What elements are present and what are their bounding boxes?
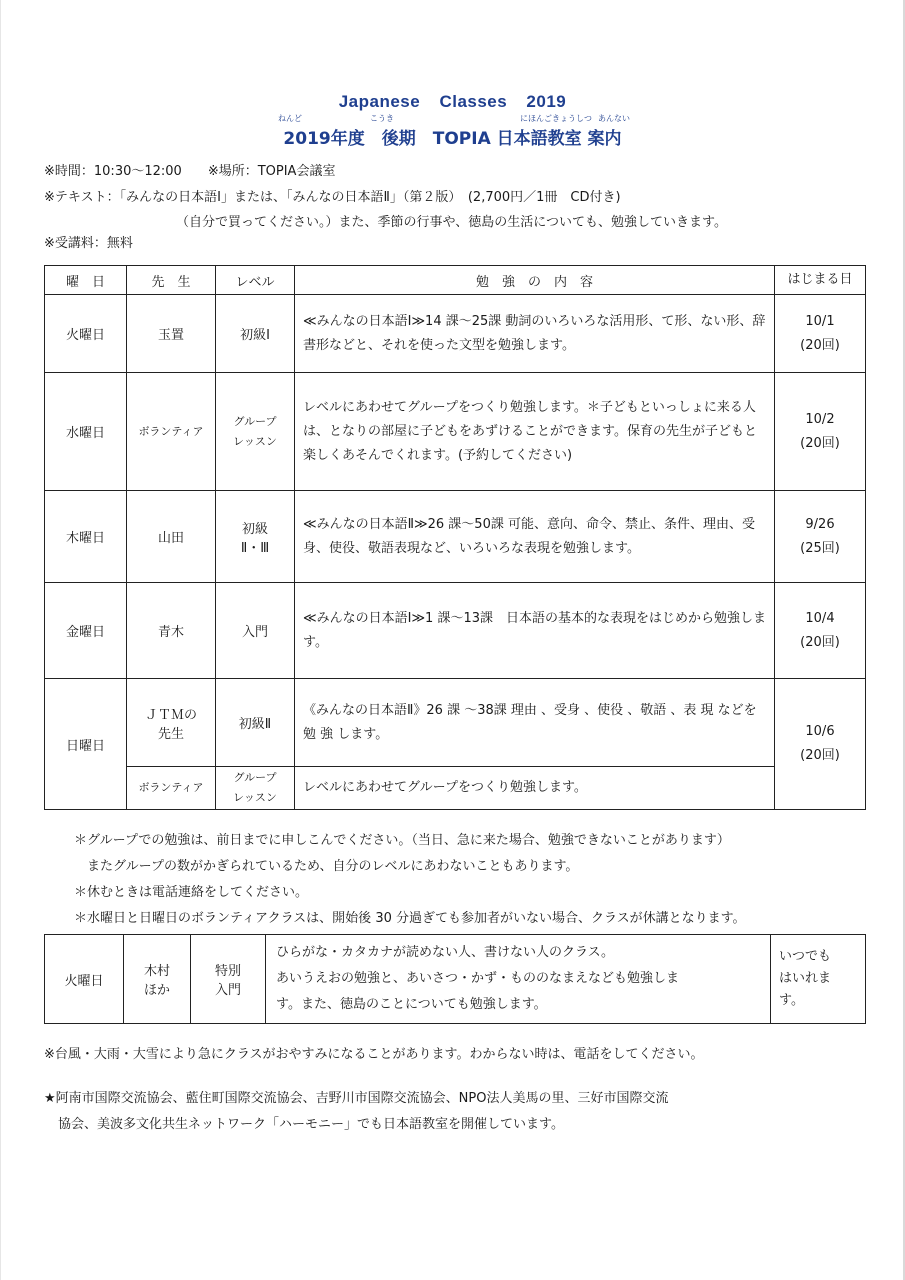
header-level: レベル	[216, 266, 295, 295]
row-content: ≪みんなの日本語Ⅰ≫14 課〜25課 動詞のいろいろな活用形、て形、ない形、辞書形などと、それを使った文型を勉強します。	[295, 295, 775, 373]
special-day: 火曜日	[45, 935, 124, 1024]
info-text-line2: （自分で買ってください。）また、季節の行事や、徳島の生活についても、勉強していきます。	[176, 215, 727, 230]
info-text-line1: ※テキスト：「みんなの日本語Ⅰ」または、「みんなの日本語Ⅱ」（第２版） (2,700円／1冊 CD付き)	[44, 190, 621, 205]
note-line: ＊グループでの勉強は、前日までに申しこんでください。（当日、急に来た場合、勉強できないことがあります）	[74, 833, 730, 848]
row-day: 金曜日	[45, 583, 127, 679]
row-level: 初級Ⅰ	[216, 295, 295, 373]
row-level: 初級Ⅱ	[216, 679, 295, 767]
special-teacher	[124, 935, 191, 1024]
level-line1: グループ	[233, 414, 277, 428]
row-teacher: 玉置	[127, 295, 216, 373]
info-time-place: ※時間：10:30〜12:00 ※場所：TOPIA会議室	[44, 164, 336, 179]
start-date: 10/4	[805, 610, 835, 626]
table-row	[45, 767, 866, 810]
level-line2: レッスン	[233, 434, 277, 448]
row-teacher	[127, 679, 216, 767]
table-row	[45, 373, 866, 491]
start-date: 10/6	[805, 724, 835, 739]
special-level	[191, 935, 266, 1024]
note-line: ＊休むときは電話連絡をしてください。	[74, 885, 309, 900]
teacher-line1: 木村	[143, 964, 170, 979]
level-line2: レッスン	[233, 791, 277, 804]
special-content	[266, 935, 771, 1024]
ruby-nendo: ねんど	[278, 114, 302, 123]
row-day: 水曜日	[45, 373, 127, 491]
row-day: 木曜日	[45, 491, 127, 583]
session-count: (20回)	[800, 634, 840, 650]
content-line1: ひらがな・カタカナが読めない人、書けない人のクラス。	[276, 945, 615, 960]
row-start	[775, 583, 866, 679]
teacher-line2: ほか	[143, 983, 170, 998]
row-teacher: 青木	[127, 583, 216, 679]
row-start	[775, 679, 866, 810]
row-content: レベルにあわせてグループをつくり勉強します。	[295, 767, 775, 810]
session-count: (20回)	[800, 748, 840, 763]
teacher-line2: 先生	[157, 726, 184, 742]
start-line2: はいれま	[779, 971, 832, 986]
footer-other-classes-cont: 協会、美波多文化共生ネットワーク「ハーモニー」でも日本語教室を開催しています。	[58, 1117, 564, 1132]
row-start	[775, 295, 866, 373]
session-count: (25回)	[800, 540, 840, 556]
row-content: ≪みんなの日本語Ⅰ≫1 課〜13課 日本語の基本的な表現をはじめから勉強します。	[295, 583, 775, 679]
row-teacher: ボランティア	[127, 767, 216, 810]
row-teacher: 山田	[127, 491, 216, 583]
row-level	[216, 373, 295, 491]
table-row	[45, 583, 866, 679]
ruby-annai: あんない	[598, 114, 630, 123]
start-date: 10/1	[805, 313, 835, 329]
footer-notice: ※台風・大雨・大雪により急にクラスがおやすみになることがあります。わからない時は、電話をしてください。	[44, 1047, 704, 1062]
header-day: 曜 日	[45, 266, 127, 295]
special-start	[771, 935, 866, 1024]
level-line1: グループ	[233, 771, 277, 784]
class-schedule-table	[44, 265, 866, 810]
row-teacher: ボランティア	[127, 373, 216, 491]
session-count: (20回)	[800, 435, 840, 451]
start-line1: いつでも	[779, 949, 832, 964]
start-date: 9/26	[805, 516, 835, 532]
row-day: 火曜日	[45, 295, 127, 373]
table-row	[45, 295, 866, 373]
row-content: ≪みんなの日本語Ⅱ≫26 課〜50課 可能、意向、命令、禁止、条件、理由、受身、使役、敬語表現など、いろいろな表現を勉強します。	[295, 491, 775, 583]
note-line: またグループの数がかぎられているため、自分のレベルにあわないこともあります。	[74, 859, 579, 874]
header-content: 勉 強 の 内 容	[295, 266, 775, 295]
note-line: ＊水曜日と日曜日のボランティアクラスは、開始後 30 分過ぎても参加者がいない場合、クラスが休講となります。	[74, 911, 746, 926]
row-start	[775, 373, 866, 491]
title-english: Japanese Classes 2019	[338, 92, 567, 111]
ruby-kouki: こうき	[370, 114, 394, 123]
level-line1: 初級	[241, 521, 268, 537]
row-content: 《みんなの日本語Ⅱ》26 課 〜38課 理由 、受身 、使役 、敬語 、表 現 などを勉 強 します。	[295, 679, 775, 767]
row-level	[216, 491, 295, 583]
row-level	[216, 767, 295, 810]
content-line2: あいうえおの勉強と、あいさつ・かず・もののなまえなども勉強しま	[276, 971, 680, 986]
level-line1: 特別	[214, 964, 241, 979]
row-content: レベルにあわせてグループをつくり勉強します。＊子どもといっしょに来る人は、となりの部屋に子どもをあずけることができます。保育の先生が子どもと楽しくあそんでくれます。(予約してください)	[295, 373, 775, 491]
footer-other-classes: ★阿南市国際交流協会、藍住町国際交流協会、吉野川市国際交流協会、NPO法人美馬の里、三好市国際交流	[44, 1091, 669, 1106]
table-row	[45, 491, 866, 583]
title-jp-text: 2019年度 後期 TOPIA 日本語教室 案内	[283, 129, 622, 149]
table-row	[45, 935, 866, 1024]
ruby-nihongo: にほんごきょうしつ	[520, 114, 592, 123]
content-line3: す。また、徳島のことについても勉強します。	[276, 997, 547, 1012]
row-level: 入門	[216, 583, 295, 679]
teacher-line1: ＪＴＭの	[144, 707, 197, 723]
title-japanese	[0, 114, 905, 149]
table-header-row	[45, 266, 866, 295]
start-date: 10/2	[805, 411, 835, 427]
session-count: (20回)	[800, 337, 840, 353]
row-start	[775, 491, 866, 583]
row-day: 日曜日	[45, 679, 127, 810]
header-start: はじまる日	[775, 266, 866, 295]
table-row	[45, 679, 866, 767]
level-line2: Ⅱ・Ⅲ	[240, 540, 270, 556]
level-line2: 入門	[214, 983, 241, 998]
special-class-table	[44, 934, 866, 1024]
header-teacher: 先 生	[127, 266, 216, 295]
start-line3: す。	[779, 993, 804, 1008]
info-fee: ※受講料：無料	[44, 236, 133, 251]
